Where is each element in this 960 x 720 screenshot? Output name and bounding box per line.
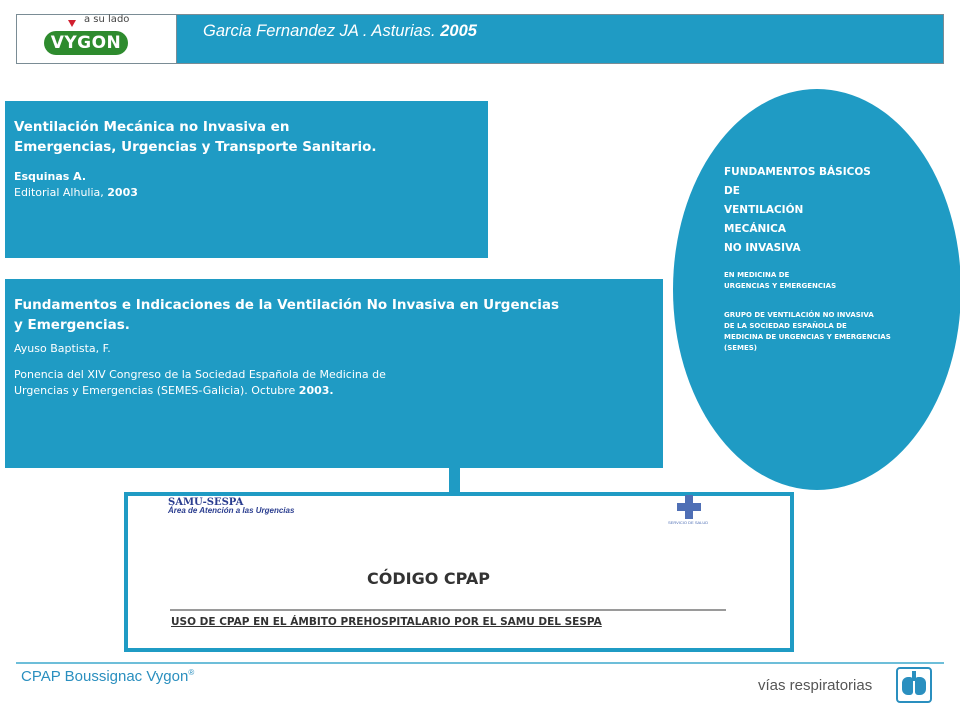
health-cross-icon-bar — [677, 503, 701, 511]
ellipse-group-line: GRUPO DE VENTILACIÓN NO INVASIVA — [724, 311, 874, 319]
reference-2-year: 2003. — [298, 384, 334, 397]
ellipse-line: DE — [724, 185, 740, 197]
lungs-icon-right — [915, 677, 926, 695]
lungs-icon-left — [902, 677, 913, 695]
document-org-sub: Área de Atención a las Urgencias — [168, 506, 295, 515]
logo-brand: VYGON — [44, 31, 128, 55]
reference-1-title-line1: Ventilación Mecánica no Invasiva en — [14, 119, 290, 135]
reference-box-2 — [5, 279, 663, 468]
header-title — [203, 22, 477, 41]
reference-1-publisher-line — [14, 185, 488, 201]
reference-box-1 — [5, 101, 488, 258]
reference-1-title-line2: Emergencias, Urgencias y Transporte Sanitario. — [14, 139, 377, 155]
document-org: SAMU-SESPA — [168, 497, 244, 508]
ellipse-group-line: MEDICINA DE URGENCIAS Y EMERGENCIAS — [724, 333, 891, 341]
footer-brand — [21, 668, 194, 685]
footer-divider — [16, 662, 944, 664]
reference-2-note: Urgencias y Emergencias (SEMES-Galicia). Octubre — [14, 384, 296, 397]
ellipse-line: NO INVASIVA — [724, 242, 801, 254]
ellipse-line: FUNDAMENTOS BÁSICOS — [724, 166, 871, 178]
logo-heart-icon — [68, 20, 76, 27]
document-title: CÓDIGO CPAP — [367, 569, 490, 588]
ellipse-line: MECÁNICA — [724, 223, 786, 235]
reference-2-note-line1: Ponencia del XIV Congreso de la Sociedad Española de Medicina de — [14, 368, 386, 381]
reference-2-title-line2: y Emergencias. — [14, 317, 130, 333]
footer-tagline: vías respiratorias — [758, 677, 873, 694]
ellipse-group-line: (SEMES) — [724, 344, 758, 352]
ellipse-group-line: DE LA SOCIEDAD ESPAÑOLA DE — [724, 322, 847, 330]
logo-tagline: a su lado — [84, 14, 130, 25]
reference-2-title-line1: Fundamentos e Indicaciones de la Ventilación No Invasiva en Urgencias — [14, 297, 559, 313]
header-year: 2005 — [440, 22, 477, 40]
document-subtitle: USO DE CPAP EN EL ÁMBITO PREHOSPITALARIO POR EL SAMU DEL SESPA — [171, 616, 602, 628]
reference-1-publisher: Editorial Alhulia, — [14, 186, 104, 199]
ellipse-sub-line: URGENCIAS Y EMERGENCIAS — [724, 282, 837, 290]
reference-1-year: 2003 — [107, 186, 138, 199]
ellipse-sub-line: EN MEDICINA DE — [724, 271, 790, 279]
reference-2-note-line2 — [14, 383, 663, 399]
registered-mark: ® — [188, 668, 195, 677]
header-author: Garcia Fernandez JA . Asturias. — [203, 22, 436, 40]
footer-brand-text: CPAP Boussignac Vygon — [21, 668, 189, 685]
ellipse-text — [724, 163, 891, 354]
reference-1-author: Esquinas A. — [14, 170, 87, 183]
reference-2-author: Ayuso Baptista, F. — [14, 342, 111, 355]
document-divider — [170, 609, 726, 611]
document-logo-caption: SERVICIO DE SALUD — [668, 520, 709, 525]
ellipse-line: VENTILACIÓN — [724, 204, 804, 216]
